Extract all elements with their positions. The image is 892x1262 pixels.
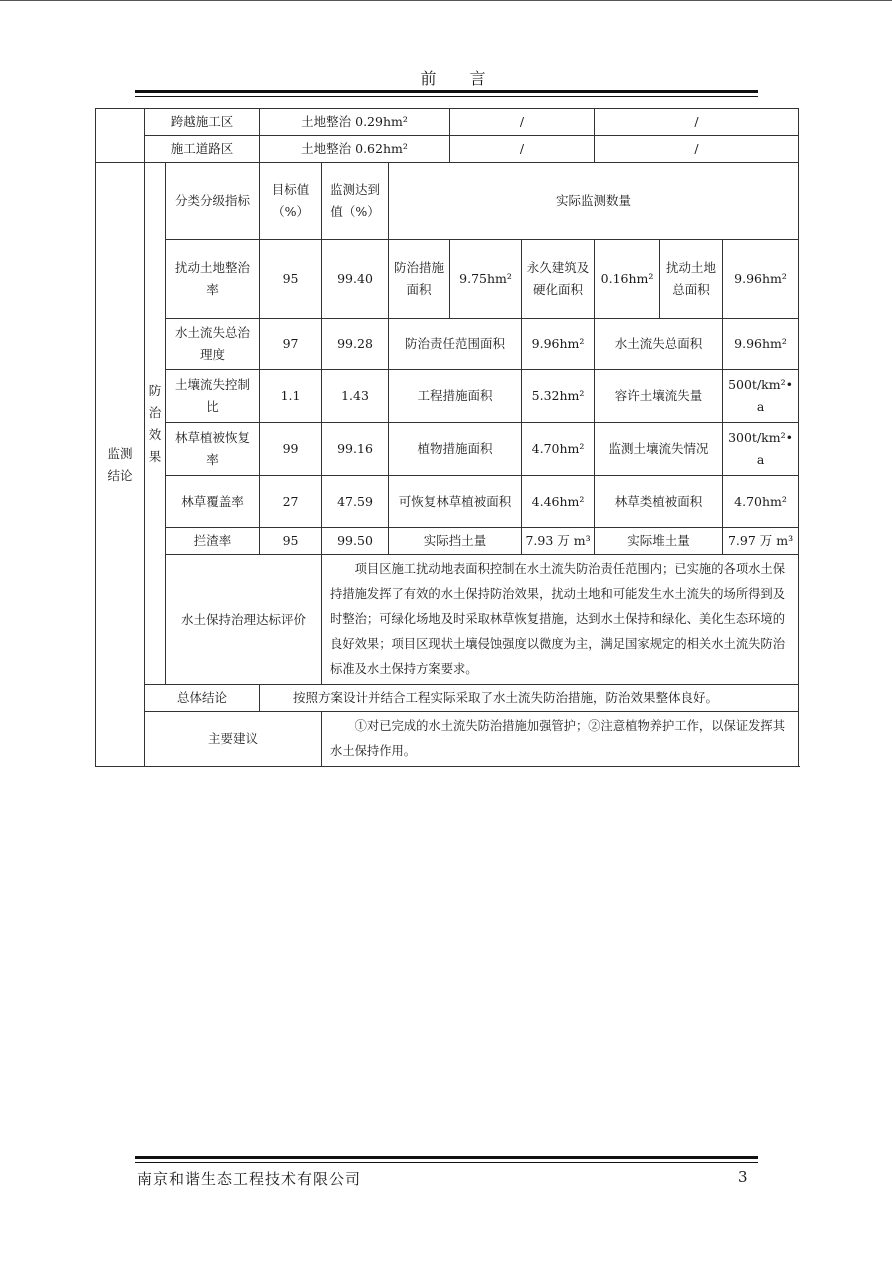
- blank-cell: [96, 109, 145, 163]
- table-row: [96, 685, 799, 712]
- actual-label: 可恢复林草植被面积: [389, 476, 522, 528]
- header-achieved: 监测达到值（%）: [322, 163, 389, 240]
- area-measure: 土地整治 0.62hm²: [260, 136, 450, 163]
- actual-value: 7.97 万 m³: [723, 528, 799, 555]
- actual-value: 4.70hm²: [522, 423, 595, 476]
- table-row: [96, 136, 799, 163]
- actual-label: 植物措施面积: [389, 423, 522, 476]
- indicator-name: 扰动土地整治率: [166, 240, 260, 319]
- area-value: /: [595, 136, 799, 163]
- header-actual: 实际监测数量: [389, 163, 799, 240]
- actual-value: 9.75hm²: [450, 240, 522, 319]
- monitoring-conclusion-label: 监测结论: [96, 163, 145, 767]
- actual-value: 4.70hm²: [723, 476, 799, 528]
- actual-label: 水土流失总面积: [595, 319, 723, 370]
- indicator-target: 99: [260, 423, 322, 476]
- area-value: /: [595, 109, 799, 136]
- actual-label: 扰动土地总面积: [660, 240, 723, 319]
- actual-value: 4.46hm²: [522, 476, 595, 528]
- area-label: 施工道路区: [145, 136, 260, 163]
- table-header-row: [96, 163, 799, 240]
- actual-value: 300t/km²•a: [723, 423, 799, 476]
- area-measure: 土地整治 0.29hm²: [260, 109, 450, 136]
- header-rule-thick: [135, 90, 758, 93]
- area-label: 跨越施工区: [145, 109, 260, 136]
- header-category: 分类分级指标: [166, 163, 260, 240]
- page-number: 3: [738, 1168, 748, 1186]
- indicator-target: 95: [260, 528, 322, 555]
- actual-value: 9.96hm²: [723, 240, 799, 319]
- actual-label: 实际堆土量: [595, 528, 723, 555]
- indicator-achieved: 99.16: [322, 423, 389, 476]
- table-row: [96, 712, 799, 767]
- suggestion-text: ①对已完成的水土流失防治措施加强管护；②注意植物养护工作，以保证发挥其水土保持作用。: [322, 712, 799, 767]
- indicator-achieved: 47.59: [322, 476, 389, 528]
- monitoring-table: [95, 108, 799, 767]
- actual-value: 500t/km²•a: [723, 370, 799, 423]
- actual-label: 工程措施面积: [389, 370, 522, 423]
- table-row: [96, 555, 799, 685]
- indicator-name: 水土流失总治理度: [166, 319, 260, 370]
- indicator-name: 拦渣率: [166, 528, 260, 555]
- actual-label: 防治责任范围面积: [389, 319, 522, 370]
- header-rule-thin: [135, 96, 758, 97]
- header-target: 目标值（%）: [260, 163, 322, 240]
- evaluation-label: 水土保持治理达标评价: [166, 555, 322, 685]
- actual-label: 容许土壤流失量: [595, 370, 723, 423]
- indicator-target: 1.1: [260, 370, 322, 423]
- indicator-target: 95: [260, 240, 322, 319]
- actual-label: 监测土壤流失情况: [595, 423, 723, 476]
- area-value: /: [450, 136, 595, 163]
- actual-label: 林草类植被面积: [595, 476, 723, 528]
- indicator-achieved: 99.50: [322, 528, 389, 555]
- page-header-title: 前 言: [420, 69, 500, 88]
- table-row: [96, 528, 799, 555]
- actual-label: 永久建筑及硬化面积: [522, 240, 595, 319]
- prevention-effect-label: 防治效果: [145, 163, 166, 685]
- table-row: [96, 370, 799, 423]
- actual-value: 9.96hm²: [522, 319, 595, 370]
- footer-rule-thick: [135, 1156, 758, 1159]
- evaluation-text: 项目区施工扰动地表面积控制在水土流失防治责任范围内；已实施的各项水土保持措施发挥了有效的水土保持防治效果，扰动土地和可能发生水土流失的场所得到及时整治；可绿化场地及时采取林草恢复措施，达到水土保持和绿化、美化生态环境的良好效果；项目区现状土壤侵蚀强度以微度为主，满足国家规定的相关水土流失防治标准及水土保持方案要求。: [322, 555, 799, 685]
- indicator-name: 林草覆盖率: [166, 476, 260, 528]
- actual-value: 7.93 万 m³: [522, 528, 595, 555]
- actual-label: 防治措施面积: [389, 240, 450, 319]
- suggestion-label: 主要建议: [145, 712, 322, 767]
- indicator-target: 97: [260, 319, 322, 370]
- indicator-name: 土壤流失控制比: [166, 370, 260, 423]
- actual-value: 5.32hm²: [522, 370, 595, 423]
- overall-text: 按照方案设计并结合工程实际采取了水土流失防治措施，防治效果整体良好。: [260, 685, 799, 712]
- actual-label: 实际挡土量: [389, 528, 522, 555]
- area-value: /: [450, 109, 595, 136]
- page-top-edge: [0, 0, 892, 1]
- table-row: [96, 476, 799, 528]
- indicator-target: 27: [260, 476, 322, 528]
- indicator-achieved: 1.43: [322, 370, 389, 423]
- indicator-achieved: 99.40: [322, 240, 389, 319]
- overall-label: 总体结论: [145, 685, 260, 712]
- table-row: [96, 423, 799, 476]
- table-row: [96, 240, 799, 319]
- table-row: [96, 319, 799, 370]
- table-row: [96, 109, 799, 136]
- actual-value: 9.96hm²: [723, 319, 799, 370]
- actual-value: 0.16hm²: [595, 240, 660, 319]
- company-name: 南京和谐生态工程技术有限公司: [137, 1170, 362, 1188]
- indicator-name: 林草植被恢复率: [166, 423, 260, 476]
- footer-rule-thin: [135, 1162, 758, 1163]
- indicator-achieved: 99.28: [322, 319, 389, 370]
